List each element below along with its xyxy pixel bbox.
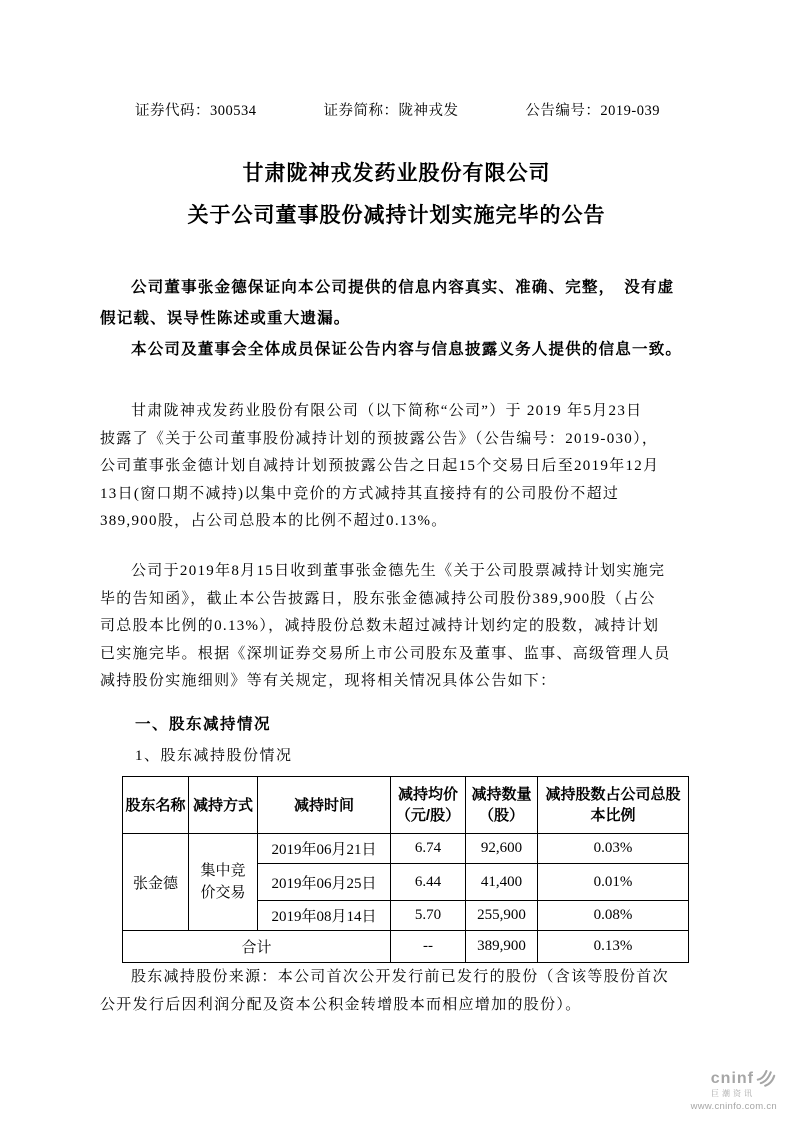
paragraph-line: 减持股份实施细则》等有关规定，现将相关情况具体公告如下： — [100, 673, 557, 689]
announcement-number: 公告编号：2019-039 — [525, 103, 660, 119]
cninfo-chinese-name: 巨潮资讯 — [711, 1089, 755, 1098]
cell-avg-price: 6.44 — [391, 864, 466, 901]
cninfo-swirl-icon — [755, 1068, 777, 1087]
cell-total-avg-price: -- — [391, 931, 466, 963]
cell-total-quantity: 389,900 — [466, 931, 538, 963]
declaration-block — [100, 272, 700, 365]
cell-ratio: 0.01% — [538, 864, 689, 901]
paragraph-line: 公开发行后因利润分配及资本公积金转增股本而相应增加的股份）。 — [100, 996, 582, 1013]
share-source-note — [100, 964, 700, 1019]
declaration-line: 本公司及董事会全体成员保证公告内容与信息披露义务人提供的信息一致。 — [131, 341, 683, 358]
stock-short-name: 证券简称：陇神戎发 — [323, 103, 459, 119]
section-subheading: 1、股东减持股份情况 — [135, 748, 293, 764]
col-header-ratio: 减持股数占公司总股本比例 — [538, 777, 689, 834]
table-total-row — [123, 931, 689, 963]
col-header-date: 减持时间 — [258, 777, 391, 834]
share-reduction-table — [122, 776, 689, 963]
document-header — [135, 99, 660, 120]
cell-quantity: 41,400 — [466, 864, 538, 901]
cninfo-brand-text: cninf — [710, 1070, 754, 1087]
cell-total-label: 合计 — [123, 931, 391, 963]
paragraph-line: 司总股本比例的0.13%），减持股份总数未超过减持计划约定的股数，减持计划 — [100, 618, 660, 634]
announcement-title: 关于公司董事股份减持计划实施完毕的公告 — [187, 204, 606, 227]
table-header-row — [123, 777, 689, 834]
cell-avg-price: 5.70 — [391, 901, 466, 931]
paragraph-line: 公司董事张金德计划自减持计划预披露公告之日起15个交易日后至2019年12月 — [100, 458, 660, 474]
cell-avg-price: 6.74 — [391, 834, 466, 864]
cell-ratio: 0.03% — [538, 834, 689, 864]
col-header-shareholder: 股东名称 — [123, 777, 189, 834]
stock-code: 证券代码：300534 — [135, 103, 257, 119]
cninfo-url: www.cninfo.com.cn — [690, 1101, 777, 1112]
cell-ratio: 0.08% — [538, 901, 689, 931]
cell-date: 2019年08月14日 — [258, 901, 391, 931]
col-header-quantity: 减持数量（股） — [466, 777, 538, 834]
cell-shareholder-name: 张金德 — [123, 834, 189, 931]
paragraph-line: 13日(窗口期不减持)以集中竞价的方式减持其直接持有的公司股份不超过 — [100, 485, 620, 502]
col-header-method: 减持方式 — [189, 777, 258, 834]
declaration-line: 假记载、误导性陈述或重大遗漏。 — [100, 310, 351, 327]
col-header-avg-price: 减持均价（元/股） — [391, 777, 466, 834]
declaration-line: 公司董事张金德保证向本公司提供的信息内容真实、准确、完整， 没有虚 — [131, 279, 675, 296]
paragraph-line: 已实施完毕。根据《深圳证券交易所上市公司股东及董事、监事、高级管理人员 — [100, 645, 671, 662]
body-paragraph-1 — [100, 398, 700, 536]
table-row — [123, 834, 689, 864]
section-heading: 一、股东减持情况 — [135, 716, 272, 733]
paragraph-line: 毕的告知函》，截止本公告披露日，股东张金德减持公司股份389,900股（占公 — [100, 590, 656, 607]
paragraph-line: 389,900股，占公司总股本的比例不超过0.13%。 — [100, 513, 448, 529]
cninfo-logo — [691, 1068, 777, 1112]
paragraph-line: 公司于2019年8月15日收到董事张金德先生《关于公司股票减持计划实施完 — [131, 563, 666, 579]
paragraph-line: 披露了《关于公司董事股份减持计划的预披露公告》（公告编号：2019-030）， — [100, 430, 659, 447]
cell-quantity: 255,900 — [466, 901, 538, 931]
company-title: 甘肃陇神戎发药业股份有限公司 — [242, 162, 551, 185]
cell-date: 2019年06月21日 — [258, 834, 391, 864]
cell-date: 2019年06月25日 — [258, 864, 391, 901]
cell-total-ratio: 0.13% — [538, 931, 689, 963]
cell-reduction-method: 集中竞价交易 — [189, 834, 258, 931]
body-paragraph-2 — [100, 558, 700, 696]
cell-quantity: 92,600 — [466, 834, 538, 864]
paragraph-line: 股东减持股份来源：本公司首次公开发行前已发行的股份（含该等股份首次 — [131, 969, 669, 985]
paragraph-line: 甘肃陇神戎发药业股份有限公司（以下简称“公司”）于 2019 年5月23日 — [131, 403, 643, 419]
